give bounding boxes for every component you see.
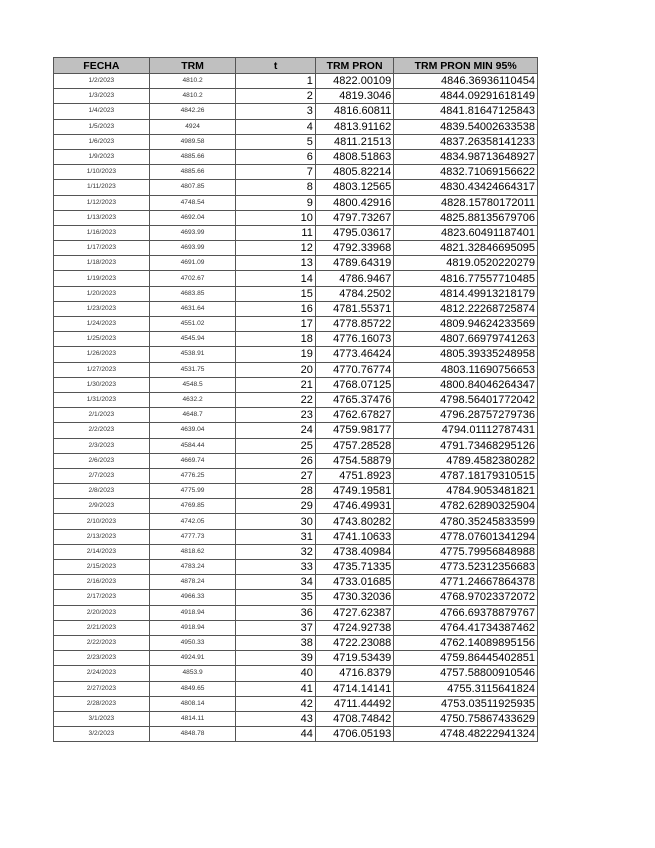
table-row [54, 225, 538, 240]
table-row [54, 165, 538, 180]
cell-trm-pron-min-95: 4807.66979741263 [394, 332, 538, 347]
cell-trm: 4669.74 [149, 453, 236, 468]
cell-trm-pron-min-95: 4834.98713648927 [394, 149, 538, 164]
table-row [54, 590, 538, 605]
cell-fecha: 1/19/2023 [54, 271, 150, 286]
cell-trm-pron: 4706.05193 [315, 727, 393, 742]
cell-t: 2 [236, 89, 315, 104]
table-row [54, 727, 538, 742]
cell-fecha: 1/3/2023 [54, 89, 150, 104]
cell-trm: 4848.78 [149, 727, 236, 742]
cell-trm: 4691.09 [149, 256, 236, 271]
cell-fecha: 3/1/2023 [54, 711, 150, 726]
cell-fecha: 1/26/2023 [54, 347, 150, 362]
cell-fecha: 1/27/2023 [54, 362, 150, 377]
table-row [54, 149, 538, 164]
table-row [54, 423, 538, 438]
cell-trm: 4545.94 [149, 332, 236, 347]
cell-trm-pron: 4722.23088 [315, 635, 393, 650]
cell-trm-pron: 4792.33968 [315, 241, 393, 256]
cell-trm: 4924 [149, 119, 236, 134]
header-t: t [236, 58, 315, 74]
cell-fecha: 2/20/2023 [54, 605, 150, 620]
cell-trm-pron: 4741.10633 [315, 529, 393, 544]
cell-trm-pron: 4797.73267 [315, 210, 393, 225]
header-row [54, 58, 538, 74]
cell-fecha: 1/24/2023 [54, 317, 150, 332]
cell-trm: 4693.99 [149, 225, 236, 240]
cell-trm-pron-min-95: 4823.60491187401 [394, 225, 538, 240]
cell-trm: 4584.44 [149, 438, 236, 453]
cell-fecha: 1/25/2023 [54, 332, 150, 347]
cell-trm: 4631.64 [149, 301, 236, 316]
table-row [54, 392, 538, 407]
cell-t: 44 [236, 727, 315, 742]
table-row [54, 347, 538, 362]
cell-t: 30 [236, 514, 315, 529]
cell-trm-pron: 4759.98177 [315, 423, 393, 438]
table-row [54, 119, 538, 134]
cell-trm-pron-min-95: 4759.86445402851 [394, 651, 538, 666]
table-row [54, 514, 538, 529]
cell-trm: 4776.25 [149, 468, 236, 483]
cell-trm-pron-min-95: 4791.73468295126 [394, 438, 538, 453]
cell-trm-pron-min-95: 4782.62890325904 [394, 499, 538, 514]
cell-trm-pron-min-95: 4816.77557710485 [394, 271, 538, 286]
cell-trm-pron-min-95: 4773.52312356683 [394, 560, 538, 575]
cell-trm-pron-min-95: 4803.11690756653 [394, 362, 538, 377]
cell-fecha: 2/27/2023 [54, 681, 150, 696]
cell-trm-pron-min-95: 4789.4582380282 [394, 453, 538, 468]
cell-trm: 4814.11 [149, 711, 236, 726]
cell-trm: 4748.54 [149, 195, 236, 210]
cell-t: 37 [236, 620, 315, 635]
cell-trm: 4950.33 [149, 635, 236, 650]
trm-forecast-table [53, 57, 538, 742]
cell-trm: 4842.26 [149, 104, 236, 119]
cell-t: 36 [236, 605, 315, 620]
cell-trm-pron-min-95: 4784.9053481821 [394, 484, 538, 499]
cell-trm: 4683.85 [149, 286, 236, 301]
cell-t: 39 [236, 651, 315, 666]
cell-trm-pron-min-95: 4828.15780172011 [394, 195, 538, 210]
cell-t: 41 [236, 681, 315, 696]
cell-trm-pron: 4716.8379 [315, 666, 393, 681]
cell-trm-pron: 4724.92738 [315, 620, 393, 635]
cell-trm-pron: 4735.71335 [315, 560, 393, 575]
cell-trm-pron-min-95: 4762.14089895156 [394, 635, 538, 650]
cell-fecha: 2/24/2023 [54, 666, 150, 681]
cell-t: 28 [236, 484, 315, 499]
cell-trm-pron: 4819.3046 [315, 89, 393, 104]
cell-trm-pron-min-95: 4812.22268725874 [394, 301, 538, 316]
table-row [54, 195, 538, 210]
cell-trm-pron-min-95: 4825.88135679706 [394, 210, 538, 225]
cell-trm: 4639.04 [149, 423, 236, 438]
cell-trm-pron-min-95: 4796.28757279736 [394, 408, 538, 423]
cell-trm: 4878.24 [149, 575, 236, 590]
cell-fecha: 2/13/2023 [54, 529, 150, 544]
cell-trm: 4918.94 [149, 620, 236, 635]
cell-t: 11 [236, 225, 315, 240]
cell-t: 42 [236, 696, 315, 711]
header-trm: TRM [149, 58, 236, 74]
cell-fecha: 1/6/2023 [54, 134, 150, 149]
cell-t: 19 [236, 347, 315, 362]
cell-trm-pron: 4816.60811 [315, 104, 393, 119]
cell-trm-pron: 4795.03617 [315, 225, 393, 240]
cell-t: 27 [236, 468, 315, 483]
cell-trm-pron-min-95: 4798.56401772042 [394, 392, 538, 407]
table-row [54, 575, 538, 590]
cell-trm-pron: 4770.76774 [315, 362, 393, 377]
cell-t: 12 [236, 241, 315, 256]
table-row [54, 362, 538, 377]
cell-trm: 4885.66 [149, 149, 236, 164]
cell-trm-pron-min-95: 4819.0520220279 [394, 256, 538, 271]
table-row [54, 529, 538, 544]
cell-trm-pron: 4813.91162 [315, 119, 393, 134]
cell-trm-pron: 4749.19581 [315, 484, 393, 499]
cell-fecha: 1/4/2023 [54, 104, 150, 119]
cell-trm: 4692.04 [149, 210, 236, 225]
cell-fecha: 1/31/2023 [54, 392, 150, 407]
table-row [54, 438, 538, 453]
table-row [54, 484, 538, 499]
cell-trm-pron-min-95: 4757.58800910546 [394, 666, 538, 681]
cell-t: 24 [236, 423, 315, 438]
cell-fecha: 2/2/2023 [54, 423, 150, 438]
cell-trm-pron: 4784.2502 [315, 286, 393, 301]
cell-t: 26 [236, 453, 315, 468]
cell-trm: 4548.5 [149, 377, 236, 392]
table-row [54, 651, 538, 666]
cell-trm-pron-min-95: 4814.49913218179 [394, 286, 538, 301]
cell-t: 25 [236, 438, 315, 453]
cell-trm-pron: 4727.62387 [315, 605, 393, 620]
table-row [54, 605, 538, 620]
cell-t: 3 [236, 104, 315, 119]
cell-fecha: 2/23/2023 [54, 651, 150, 666]
cell-fecha: 1/12/2023 [54, 195, 150, 210]
cell-trm-pron: 4811.21513 [315, 134, 393, 149]
cell-trm: 4853.9 [149, 666, 236, 681]
cell-fecha: 1/17/2023 [54, 241, 150, 256]
cell-trm-pron: 4708.74842 [315, 711, 393, 726]
cell-trm-pron-min-95: 4768.97023372072 [394, 590, 538, 605]
table-row [54, 711, 538, 726]
cell-fecha: 1/13/2023 [54, 210, 150, 225]
cell-trm-pron: 4822.00109 [315, 74, 393, 89]
table-row [54, 241, 538, 256]
cell-t: 43 [236, 711, 315, 726]
cell-trm: 4775.99 [149, 484, 236, 499]
cell-trm-pron: 4730.32036 [315, 590, 393, 605]
cell-trm-pron: 4757.28528 [315, 438, 393, 453]
cell-trm-pron-min-95: 4837.26358141233 [394, 134, 538, 149]
cell-trm: 4648.7 [149, 408, 236, 423]
cell-fecha: 1/9/2023 [54, 149, 150, 164]
cell-t: 4 [236, 119, 315, 134]
cell-t: 14 [236, 271, 315, 286]
cell-trm-pron: 4776.16073 [315, 332, 393, 347]
cell-trm: 4538.91 [149, 347, 236, 362]
cell-trm: 4531.75 [149, 362, 236, 377]
table-row [54, 256, 538, 271]
table-row [54, 408, 538, 423]
cell-trm: 4810.2 [149, 89, 236, 104]
table-row [54, 286, 538, 301]
cell-fecha: 3/2/2023 [54, 727, 150, 742]
cell-fecha: 1/23/2023 [54, 301, 150, 316]
cell-t: 16 [236, 301, 315, 316]
cell-fecha: 2/21/2023 [54, 620, 150, 635]
cell-trm-pron: 4762.67827 [315, 408, 393, 423]
cell-t: 5 [236, 134, 315, 149]
cell-trm: 4783.24 [149, 560, 236, 575]
cell-t: 21 [236, 377, 315, 392]
cell-trm-pron-min-95: 4846.36936110454 [394, 74, 538, 89]
cell-trm-pron-min-95: 4787.18179310515 [394, 468, 538, 483]
table-row [54, 134, 538, 149]
cell-t: 38 [236, 635, 315, 650]
cell-trm-pron-min-95: 4805.39335248958 [394, 347, 538, 362]
cell-trm-pron-min-95: 4748.48222941324 [394, 727, 538, 742]
header-trm-pron: TRM PRON [315, 58, 393, 74]
cell-t: 31 [236, 529, 315, 544]
cell-trm-pron-min-95: 4839.54002633538 [394, 119, 538, 134]
cell-trm-pron: 4733.01685 [315, 575, 393, 590]
cell-trm: 4742.05 [149, 514, 236, 529]
cell-trm-pron-min-95: 4753.03511925935 [394, 696, 538, 711]
cell-fecha: 2/15/2023 [54, 560, 150, 575]
cell-trm-pron-min-95: 4794.01112787431 [394, 423, 538, 438]
table-row [54, 560, 538, 575]
cell-trm: 4777.73 [149, 529, 236, 544]
cell-trm-pron: 4773.46424 [315, 347, 393, 362]
cell-trm-pron-min-95: 4778.07601341294 [394, 529, 538, 544]
cell-trm-pron-min-95: 4844.09291618149 [394, 89, 538, 104]
cell-trm: 4693.99 [149, 241, 236, 256]
cell-trm-pron-min-95: 4766.69378879767 [394, 605, 538, 620]
cell-t: 22 [236, 392, 315, 407]
cell-trm-pron: 4789.64319 [315, 256, 393, 271]
cell-trm-pron: 4746.49931 [315, 499, 393, 514]
cell-fecha: 2/1/2023 [54, 408, 150, 423]
cell-fecha: 2/10/2023 [54, 514, 150, 529]
cell-trm-pron-min-95: 4830.43424664317 [394, 180, 538, 195]
table-row [54, 104, 538, 119]
cell-trm-pron-min-95: 4764.41734387462 [394, 620, 538, 635]
cell-t: 6 [236, 149, 315, 164]
cell-fecha: 2/8/2023 [54, 484, 150, 499]
cell-fecha: 2/28/2023 [54, 696, 150, 711]
header-fecha: FECHA [54, 58, 150, 74]
cell-trm-pron: 4781.55371 [315, 301, 393, 316]
cell-trm-pron: 4738.40984 [315, 544, 393, 559]
cell-trm-pron: 4714.14141 [315, 681, 393, 696]
cell-trm-pron-min-95: 4771.24667864378 [394, 575, 538, 590]
cell-trm: 4769.85 [149, 499, 236, 514]
cell-t: 34 [236, 575, 315, 590]
cell-trm: 4849.65 [149, 681, 236, 696]
table-row [54, 453, 538, 468]
cell-trm-pron-min-95: 4800.84046264347 [394, 377, 538, 392]
cell-fecha: 2/14/2023 [54, 544, 150, 559]
table-row [54, 696, 538, 711]
cell-trm: 4551.02 [149, 317, 236, 332]
cell-fecha: 1/2/2023 [54, 74, 150, 89]
cell-t: 35 [236, 590, 315, 605]
cell-trm: 4924.91 [149, 651, 236, 666]
table-row [54, 210, 538, 225]
cell-trm-pron: 4803.12565 [315, 180, 393, 195]
cell-trm: 4807.85 [149, 180, 236, 195]
table-row [54, 468, 538, 483]
table-row [54, 317, 538, 332]
cell-fecha: 1/20/2023 [54, 286, 150, 301]
cell-t: 33 [236, 560, 315, 575]
table-row [54, 681, 538, 696]
cell-fecha: 1/5/2023 [54, 119, 150, 134]
cell-trm-pron: 4743.80282 [315, 514, 393, 529]
cell-trm-pron: 4768.07125 [315, 377, 393, 392]
cell-trm: 4810.2 [149, 74, 236, 89]
cell-t: 8 [236, 180, 315, 195]
cell-fecha: 2/3/2023 [54, 438, 150, 453]
cell-fecha: 2/22/2023 [54, 635, 150, 650]
cell-trm-pron: 4754.58879 [315, 453, 393, 468]
cell-trm: 4989.58 [149, 134, 236, 149]
cell-trm-pron: 4711.44492 [315, 696, 393, 711]
cell-t: 7 [236, 165, 315, 180]
cell-t: 29 [236, 499, 315, 514]
cell-trm-pron: 4786.9467 [315, 271, 393, 286]
cell-fecha: 2/16/2023 [54, 575, 150, 590]
table-row [54, 544, 538, 559]
cell-fecha: 1/30/2023 [54, 377, 150, 392]
cell-t: 13 [236, 256, 315, 271]
cell-fecha: 2/6/2023 [54, 453, 150, 468]
table-row [54, 271, 538, 286]
cell-fecha: 2/9/2023 [54, 499, 150, 514]
cell-fecha: 2/17/2023 [54, 590, 150, 605]
cell-trm: 4702.67 [149, 271, 236, 286]
cell-trm: 4818.62 [149, 544, 236, 559]
cell-t: 1 [236, 74, 315, 89]
cell-trm-pron-min-95: 4750.75867433629 [394, 711, 538, 726]
cell-trm-pron-min-95: 4755.3115641824 [394, 681, 538, 696]
cell-t: 20 [236, 362, 315, 377]
cell-t: 32 [236, 544, 315, 559]
table-header [54, 58, 538, 74]
table-row [54, 74, 538, 89]
cell-t: 40 [236, 666, 315, 681]
cell-trm-pron-min-95: 4821.32846695095 [394, 241, 538, 256]
table-row [54, 89, 538, 104]
cell-trm-pron-min-95: 4809.94624233569 [394, 317, 538, 332]
cell-trm-pron: 4719.53439 [315, 651, 393, 666]
header-trm-pron-min-95: TRM PRON MIN 95% [394, 58, 538, 74]
table-row [54, 332, 538, 347]
table-row [54, 666, 538, 681]
cell-fecha: 1/18/2023 [54, 256, 150, 271]
cell-trm-pron-min-95: 4841.81647125843 [394, 104, 538, 119]
table-row [54, 620, 538, 635]
cell-trm-pron: 4805.82214 [315, 165, 393, 180]
cell-trm: 4808.14 [149, 696, 236, 711]
table-row [54, 635, 538, 650]
cell-trm-pron: 4800.42916 [315, 195, 393, 210]
cell-trm-pron-min-95: 4775.79956848988 [394, 544, 538, 559]
cell-t: 15 [236, 286, 315, 301]
cell-trm-pron: 4778.85722 [315, 317, 393, 332]
cell-fecha: 1/10/2023 [54, 165, 150, 180]
table-row [54, 301, 538, 316]
cell-t: 23 [236, 408, 315, 423]
cell-t: 18 [236, 332, 315, 347]
table-row [54, 499, 538, 514]
cell-fecha: 2/7/2023 [54, 468, 150, 483]
table-body [54, 74, 538, 742]
cell-trm-pron-min-95: 4780.35245833599 [394, 514, 538, 529]
cell-trm: 4632.2 [149, 392, 236, 407]
cell-trm: 4918.94 [149, 605, 236, 620]
cell-trm: 4966.33 [149, 590, 236, 605]
cell-t: 9 [236, 195, 315, 210]
cell-trm: 4885.66 [149, 165, 236, 180]
table-row [54, 377, 538, 392]
cell-fecha: 1/11/2023 [54, 180, 150, 195]
cell-trm-pron: 4808.51863 [315, 149, 393, 164]
cell-trm-pron-min-95: 4832.71069156622 [394, 165, 538, 180]
cell-trm-pron: 4751.8923 [315, 468, 393, 483]
table-row [54, 180, 538, 195]
cell-fecha: 1/16/2023 [54, 225, 150, 240]
cell-t: 17 [236, 317, 315, 332]
cell-trm-pron: 4765.37476 [315, 392, 393, 407]
cell-t: 10 [236, 210, 315, 225]
